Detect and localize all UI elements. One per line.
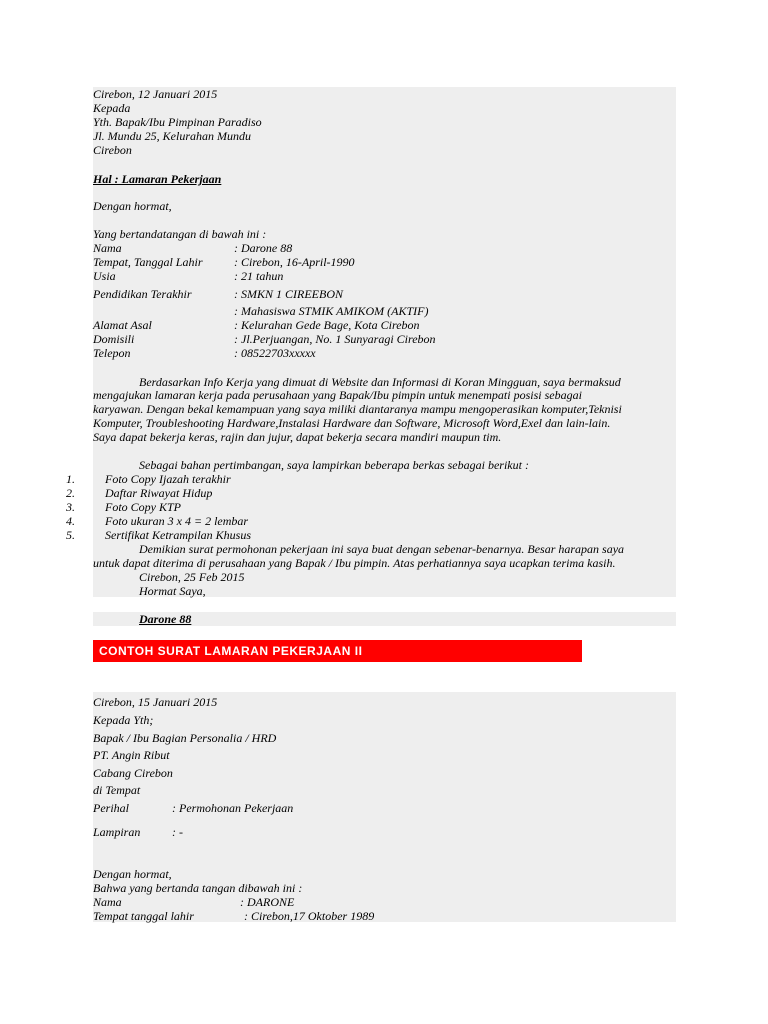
paragraph1-line5: Saya dapat bekerja keras, rajin dan jujur, dapat bekerja secara mandiri maupun tim.	[93, 430, 502, 444]
attachment-num-1: 1.	[66, 472, 75, 486]
letter2-date: Cirebon, 15 Januari 2015	[93, 695, 218, 709]
letter2-company: PT. Angin Ribut	[93, 748, 170, 762]
letter2-perihal-label: Perihal	[93, 801, 129, 815]
signature-name: Darone 88	[139, 612, 192, 626]
letter1-subject: Hal : Lamaran Pekerjaan	[93, 172, 222, 186]
field-label-ttl: Tempat, Tanggal Lahir	[93, 255, 203, 269]
attachment-num-5: 5.	[66, 528, 75, 542]
letter1-kepada: Kepada	[93, 101, 131, 115]
letter2-perihal-value: : Permohonan Pekerjaan	[172, 801, 294, 815]
closing-line2: untuk dapat diterima di perusahaan yang Bapak / Ibu pimpin. Atas perhatiannya saya ucapkan terima kasih.	[93, 556, 616, 570]
field-label-domisili: Domisili	[93, 332, 135, 346]
letter2-place: di Tempat	[93, 783, 141, 797]
paragraph1-line4: Komputer, Troubleshooting Hardware,Instalasi Hardware dan Software, Microsoft Word,Exel dan lain-lain.	[93, 416, 611, 430]
letter1-recipient: Yth. Bapak/Ibu Pimpinan Paradiso	[93, 115, 262, 129]
field-value-usia: : 21 tahun	[234, 269, 284, 283]
field-label-pendidikan: Pendidikan Terakhir	[93, 287, 192, 301]
letter2-lampiran-label: Lampiran	[93, 825, 141, 839]
letter2-recipient: Bapak / Ibu Bagian Personalia / HRD	[93, 731, 277, 745]
letter2-field-value-ttl: : Cirebon,17 Oktober 1989	[244, 909, 375, 923]
attachment-num-2: 2.	[66, 486, 75, 500]
attachment-text-2: Daftar Riwayat Hidup	[105, 486, 213, 500]
letter2-greeting: Dengan hormat,	[93, 867, 172, 881]
section-header-title: CONTOH SURAT LAMARAN PEKERJAAN II	[99, 644, 363, 658]
paragraph2: Sebagai bahan pertimbangan, saya lampirkan beberapa berkas sebagai berikut :	[139, 458, 529, 472]
attachment-text-3: Foto Copy KTP	[105, 500, 182, 514]
attachment-num-3: 3.	[66, 500, 75, 514]
field-value-pendidikan-2: : Mahasiswa STMIK AMIKOM (AKTIF)	[234, 304, 429, 318]
letter2-field-value-nama: : DARONE	[240, 895, 295, 909]
letter2-lampiran-value: : -	[172, 825, 183, 839]
field-label-telepon: Telepon	[93, 346, 131, 360]
field-value-pendidikan: : SMKN 1 CIREEBON	[234, 287, 343, 301]
letter1-address: Jl. Mundu 25, Kelurahan Mundu	[93, 129, 251, 143]
field-label-usia: Usia	[93, 269, 116, 283]
attachment-text-1: Foto Copy Ijazah terakhir	[105, 472, 231, 486]
field-label-nama: Nama	[93, 241, 122, 255]
attachment-text-5: Sertifikat Ketrampilan Khusus	[105, 528, 252, 542]
closing-date: Cirebon, 25 Feb 2015	[139, 570, 245, 584]
field-label-alamat: Alamat Asal	[93, 318, 152, 332]
letter1-city: Cirebon	[93, 143, 132, 157]
field-value-telepon: : 08522703xxxxx	[234, 346, 316, 360]
letter1-date: Cirebon, 12 Januari 2015	[93, 87, 218, 101]
letter2-intro: Bahwa yang bertanda tangan dibawah ini :	[93, 881, 303, 895]
letter1-greeting: Dengan hormat,	[93, 199, 172, 213]
field-value-nama: : Darone 88	[234, 241, 293, 255]
letter2-field-label-nama: Nama	[93, 895, 122, 909]
attachment-num-4: 4.	[66, 514, 75, 528]
letter2-kepada: Kepada Yth;	[93, 713, 154, 727]
closing-line1: Demikian surat permohonan pekerjaan ini saya buat dengan sebenar-benarnya. Besar harapan saya	[139, 542, 625, 556]
regards: Hormat Saya,	[139, 584, 206, 598]
field-value-domisili: : Jl.Perjuangan, No. 1 Sunyaragi Cirebon	[234, 332, 436, 346]
letter1-intro: Yang bertandatangan di bawah ini :	[93, 227, 267, 241]
paragraph1-line1: Berdasarkan Info Kerja yang dimuat di Website dan Informasi di Koran Mingguan, saya bermaksud	[139, 375, 621, 389]
letter2-branch: Cabang Cirebon	[93, 766, 173, 780]
field-value-ttl: : Cirebon, 16-April-1990	[234, 255, 355, 269]
attachment-text-4: Foto ukuran 3 x 4 = 2 lembar	[105, 514, 249, 528]
field-value-alamat: : Kelurahan Gede Bage, Kota Cirebon	[234, 318, 420, 332]
section-header-bar	[93, 640, 582, 662]
paragraph1-line2: mengajukan lamaran kerja pada perusahaan yang Bapak/Ibu pimpin untuk menempati posisi sebagai	[93, 388, 582, 402]
paragraph1-line3: karyawan. Dengan bekal kemampuan yang saya miliki diantaranya mampu mengoperasikan komputer,Teknisi	[93, 402, 622, 416]
letter2-field-label-ttl: Tempat tanggal lahir	[93, 909, 194, 923]
